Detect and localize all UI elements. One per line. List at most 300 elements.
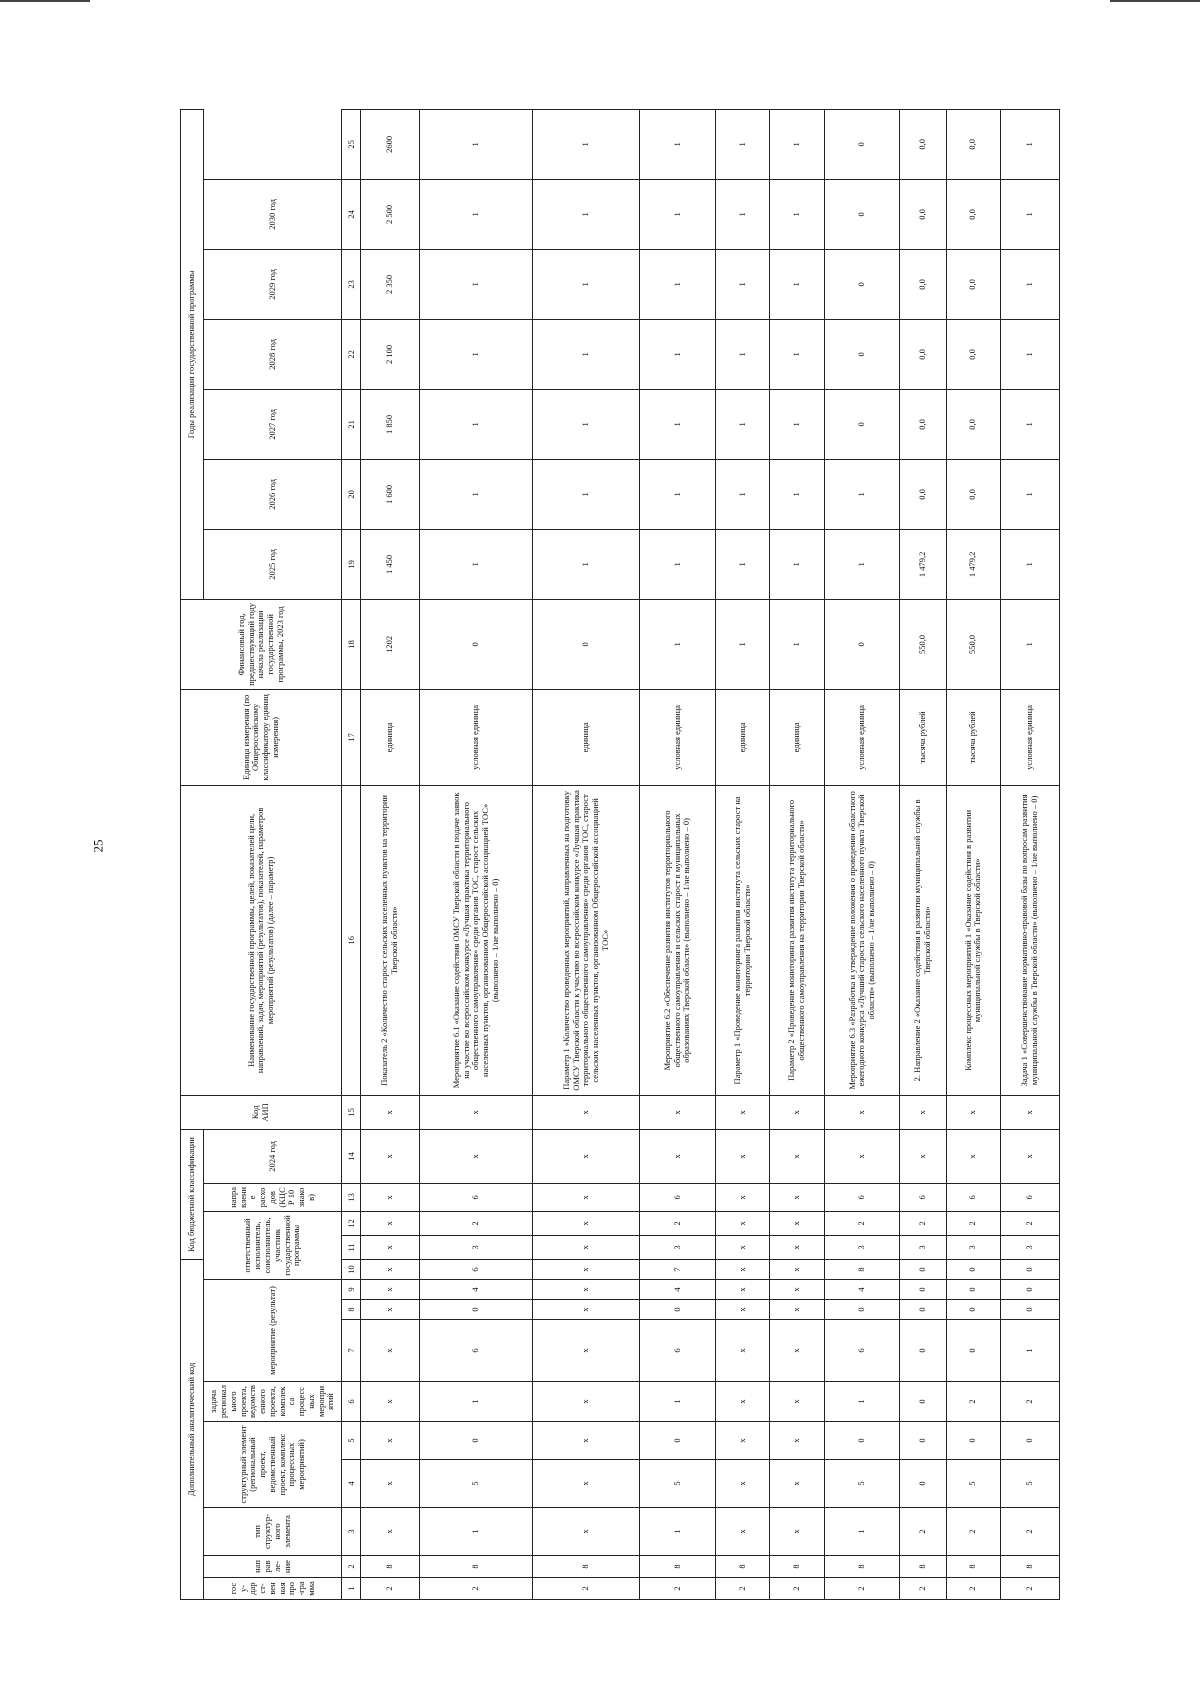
row-year-value: 0,0 [900, 319, 946, 389]
code-cell: 2 [946, 1578, 1001, 1600]
code-cell: x [824, 1129, 900, 1183]
row-unit: тысяча рублей [946, 689, 1001, 785]
code-cell: x [361, 1235, 420, 1259]
code-cell: 3 [1001, 1235, 1060, 1259]
column-number: 5 [342, 1422, 361, 1460]
code-cell: 8 [533, 1556, 640, 1578]
column-number: 25 [342, 109, 361, 179]
row-description: Мероприятие 6.2 «Обеспечение развития институтов территориального общественного самоуправления и сельских старост в муниципальных образованиях Тверской области» (выполнено – 1/не выполнено – 0) [640, 785, 716, 1095]
row-description: Мероприятие 6.1 «Оказание содействия ОМСУ Тверской области в подаче заявок на участие во всероссийском конкурсе «Лучшая практика территориального общественного самоуправления» среди органов ТОС, старост сельских населенных пунктов, организованном Общероссийской ассоциацией ТОС» (выполнено – 1/не выполнено – 0) [420, 785, 533, 1095]
code-cell: x [533, 1259, 640, 1279]
row-year-value: 0,0 [946, 459, 1001, 529]
header-years-group: Годы реализации государственной программы [181, 109, 204, 599]
code-cell: 0 [1001, 1422, 1060, 1460]
row-year-value: 1 [1001, 249, 1060, 319]
code-cell: 0 [824, 1300, 900, 1320]
code-cell: x [361, 1508, 420, 1556]
row-fin-year-value: 1 [715, 599, 770, 689]
code-cell: x [715, 1422, 770, 1460]
code-cell: 0 [824, 1422, 900, 1460]
code-cell: 3 [946, 1235, 1001, 1259]
row-year-value: 1 600 [361, 459, 420, 529]
row-year-value: 1 [824, 529, 900, 599]
code-cell: 0 [1001, 1259, 1060, 1279]
table-row [640, 109, 716, 1599]
row-year-value: 1 [770, 319, 825, 389]
code-cell: 4 [420, 1280, 533, 1300]
row-year-value: 0,0 [946, 389, 1001, 459]
code-cell: 0 [946, 1320, 1001, 1382]
code-cell: 0 [900, 1280, 946, 1300]
code-cell: x [533, 1183, 640, 1211]
code-cell: 3 [420, 1235, 533, 1259]
code-cell: x [770, 1235, 825, 1259]
code-cell: 0 [900, 1300, 946, 1320]
row-year-value: 1 [533, 529, 640, 599]
row-fin-year-value: 1 [640, 599, 716, 689]
code-cell: 8 [770, 1556, 825, 1578]
row-description: Параметр 2 «Проведение мониторинга развития института территориального общественного самоуправления на территории Тверской области» [770, 785, 825, 1095]
code-cell: x [533, 1235, 640, 1259]
code-cell: x [361, 1259, 420, 1279]
row-description: Параметр 1 «Количество проведенных мероприятий, направленных на подготовку ОМСУ Тверской области к участию во всероссийском конкурсе «Лучшая практика территориального общественного самоуправления» среди органов ТОС, старост сельских населенных пунктов, организованном Общероссийской ассоциацией ТОС» [533, 785, 640, 1095]
code-cell: x [946, 1129, 1001, 1183]
row-year-value: 1 [715, 179, 770, 249]
header-year-2027: 2027 год [204, 389, 342, 459]
row-year-value: 1 [715, 249, 770, 319]
row-year-value: 1 [715, 319, 770, 389]
code-cell: 0 [900, 1382, 946, 1422]
column-number: 3 [342, 1508, 361, 1556]
column-number: 17 [342, 689, 361, 785]
scan-mark-top-left [0, 0, 90, 2]
header-year-2029: 2029 год [204, 249, 342, 319]
row-year-value: 1 [770, 179, 825, 249]
code-cell: x [770, 1095, 825, 1129]
header-aip-code: Код АИП [181, 1095, 342, 1129]
code-cell: 3 [900, 1235, 946, 1259]
code-cell: x [824, 1095, 900, 1129]
code-cell: 8 [361, 1556, 420, 1578]
code-cell: 0 [946, 1280, 1001, 1300]
code-cell: 0 [640, 1422, 716, 1460]
row-year-value: 1 [533, 109, 640, 179]
row-year-value: 0 [824, 249, 900, 319]
row-year-value: 1 [640, 109, 716, 179]
row-year-value: 1 479,2 [900, 529, 946, 599]
code-cell: 3 [824, 1235, 900, 1259]
row-year-value: 1 [770, 249, 825, 319]
column-number: 13 [342, 1183, 361, 1211]
row-year-value: 0 [824, 319, 900, 389]
code-cell: 8 [715, 1556, 770, 1578]
table-row [900, 109, 946, 1599]
row-year-value: 0 [824, 389, 900, 459]
row-year-value: 1 [533, 249, 640, 319]
code-cell: x [715, 1235, 770, 1259]
row-year-value: 1 [1001, 179, 1060, 249]
code-cell: x [533, 1460, 640, 1508]
column-number: 1 [342, 1578, 361, 1600]
row-year-value: 1 [420, 529, 533, 599]
row-year-value: 1 [715, 389, 770, 459]
code-cell: 3 [640, 1235, 716, 1259]
row-fin-year-value: 550,0 [946, 599, 1001, 689]
code-cell: x [770, 1129, 825, 1183]
row-year-value: 1 [533, 319, 640, 389]
code-cell: 5 [946, 1460, 1001, 1508]
row-unit: единица [361, 689, 420, 785]
code-cell: 1 [1001, 1320, 1060, 1382]
code-cell: 0 [420, 1422, 533, 1460]
code-cell: 0 [900, 1460, 946, 1508]
row-year-value: 1 [420, 459, 533, 529]
code-cell: 6 [420, 1259, 533, 1279]
row-unit: условная единица [824, 689, 900, 785]
code-cell: 6 [420, 1320, 533, 1382]
row-year-value: 1 [420, 319, 533, 389]
code-cell: 8 [420, 1556, 533, 1578]
header-year-2026: 2026 год [204, 459, 342, 529]
code-cell: x [715, 1460, 770, 1508]
row-year-value: 0,0 [946, 179, 1001, 249]
code-cell: x [770, 1508, 825, 1556]
column-number: 15 [342, 1095, 361, 1129]
row-unit: единица [715, 689, 770, 785]
table-row [770, 109, 825, 1599]
code-cell: 2 [420, 1578, 533, 1600]
code-cell: x [361, 1129, 420, 1183]
code-cell: 2 [640, 1211, 716, 1235]
header-budget-code: Код бюджетной классификации [181, 1129, 204, 1259]
code-cell: 2 [361, 1578, 420, 1600]
row-year-value: 2 100 [361, 319, 420, 389]
code-cell: 2 [770, 1578, 825, 1600]
column-number: 23 [342, 249, 361, 319]
code-cell: 2 [420, 1211, 533, 1235]
row-unit: условная единица [1001, 689, 1060, 785]
code-cell: x [770, 1460, 825, 1508]
code-cell: 0 [640, 1300, 716, 1320]
code-cell: x [770, 1422, 825, 1460]
code-cell: 2 [946, 1508, 1001, 1556]
row-year-value: 1 [640, 179, 716, 249]
code-cell: x [715, 1280, 770, 1300]
code-cell: 6 [946, 1183, 1001, 1211]
code-cell: 1 [824, 1508, 900, 1556]
code-cell: 2 [946, 1382, 1001, 1422]
code-cell: x [361, 1095, 420, 1129]
column-number: 11 [342, 1235, 361, 1259]
code-cell: x [770, 1300, 825, 1320]
code-cell: 2 [533, 1578, 640, 1600]
row-year-value: 1 479,2 [946, 529, 1001, 599]
code-cell: 2 [1001, 1508, 1060, 1556]
row-year-value: 1 [770, 389, 825, 459]
code-cell: x [640, 1129, 716, 1183]
row-description: Показатель 2 «Количество старост сельских населенных пунктов на территории Тверской области» [361, 785, 420, 1095]
code-cell: 6 [640, 1320, 716, 1382]
row-description: Мероприятие 6.3 «Разработка и утверждение положения о проведении областного ежегодного конкурса «Лучший староста сельского населенного пункта Тверской области» (выполнено – 1/не выполнено – 0) [824, 785, 900, 1095]
row-year-value: 2 350 [361, 249, 420, 319]
row-year-value: 1 [420, 389, 533, 459]
row-year-value: 0,0 [900, 389, 946, 459]
column-number: 10 [342, 1259, 361, 1279]
code-cell: x [715, 1211, 770, 1235]
code-cell: 2 [824, 1578, 900, 1600]
code-cell: 2 [715, 1578, 770, 1600]
row-year-value: 1 [420, 179, 533, 249]
row-year-value: 1 [640, 319, 716, 389]
code-cell: x [715, 1129, 770, 1183]
row-year-value: 1 [1001, 319, 1060, 389]
header-year-2025: 2025 год [204, 529, 342, 599]
row-year-value: 1 [1001, 529, 1060, 599]
code-cell: x [715, 1320, 770, 1382]
code-cell: x [770, 1259, 825, 1279]
column-number: 18 [342, 599, 361, 689]
row-year-value: 1 [640, 249, 716, 319]
row-fin-year-value: 1 [1001, 599, 1060, 689]
code-cell: x [361, 1320, 420, 1382]
row-description: 2. Направление 2 «Оказание содействия в развитии муниципальной службы в Тверской области» [900, 785, 946, 1095]
row-year-value: 0 [824, 109, 900, 179]
code-cell: x [361, 1183, 420, 1211]
row-year-value: 2600 [361, 109, 420, 179]
row-year-value: 1 [1001, 459, 1060, 529]
code-cell: 2 [824, 1211, 900, 1235]
column-number: 24 [342, 179, 361, 249]
row-year-value: 1 [1001, 389, 1060, 459]
row-year-value: 1 [715, 109, 770, 179]
table-row [824, 109, 900, 1599]
row-unit: условная единица [640, 689, 716, 785]
code-cell: x [900, 1095, 946, 1129]
table-row [361, 109, 420, 1599]
code-cell: 4 [824, 1280, 900, 1300]
row-fin-year-value: 0 [420, 599, 533, 689]
code-cell: x [533, 1211, 640, 1235]
row-unit: тысяча рублей [900, 689, 946, 785]
code-cell: x [770, 1211, 825, 1235]
row-year-value: 0,0 [900, 109, 946, 179]
row-year-value: 1 [533, 389, 640, 459]
row-year-value: 1 450 [361, 529, 420, 599]
code-cell: x [420, 1095, 533, 1129]
column-number: 22 [342, 319, 361, 389]
code-cell: 0 [946, 1300, 1001, 1320]
code-cell: 6 [420, 1183, 533, 1211]
row-unit: единица [770, 689, 825, 785]
code-cell: 5 [640, 1460, 716, 1508]
row-description: Задача 1 «Совершенствование нормативно-правовой базы по вопросам развития муниципальной службы в Тверской области» (выполнено – 1/не выполнено – 0) [1001, 785, 1060, 1095]
header-measure: мероприятие (результат) [204, 1280, 342, 1382]
code-cell: x [715, 1259, 770, 1279]
code-cell: 8 [1001, 1556, 1060, 1578]
code-cell: 2 [1001, 1382, 1060, 1422]
code-cell: x [1001, 1129, 1060, 1183]
code-cell: 8 [946, 1556, 1001, 1578]
code-cell: 0 [1001, 1300, 1060, 1320]
code-cell: x [770, 1280, 825, 1300]
column-number: 4 [342, 1460, 361, 1508]
code-cell: 1 [824, 1382, 900, 1422]
code-cell: 0 [946, 1422, 1001, 1460]
code-cell: 1 [640, 1508, 716, 1556]
row-fin-year-value: 1 [770, 599, 825, 689]
code-cell: 7 [640, 1259, 716, 1279]
code-cell: 6 [824, 1183, 900, 1211]
code-cell: 1 [640, 1382, 716, 1422]
row-year-value: 0,0 [900, 179, 946, 249]
header-name: Наименование государственной программы, целей, показателей цели, направлений, задач, мероприятий (результатов), показателей, параметров мероприятий (результатов) (далее – параметр) [181, 785, 342, 1095]
table-row [533, 109, 640, 1599]
code-cell: 2 [1001, 1578, 1060, 1600]
row-fin-year-value: 0 [824, 599, 900, 689]
code-cell: 0 [900, 1320, 946, 1382]
code-cell: x [770, 1320, 825, 1382]
code-cell: 6 [824, 1320, 900, 1382]
scan-mark-top-right [1110, 0, 1200, 2]
code-cell: 5 [824, 1460, 900, 1508]
code-cell: x [715, 1183, 770, 1211]
table-row [946, 109, 1001, 1599]
code-cell: 5 [1001, 1460, 1060, 1508]
code-cell: 4 [640, 1280, 716, 1300]
code-cell: 0 [900, 1422, 946, 1460]
row-unit: условная единица [420, 689, 533, 785]
row-fin-year-value: 550,0 [900, 599, 946, 689]
row-year-value: 1 [640, 459, 716, 529]
table-row [420, 109, 533, 1599]
row-year-value: 1 [770, 459, 825, 529]
code-cell: 8 [824, 1259, 900, 1279]
code-cell: x [533, 1382, 640, 1422]
code-cell: x [900, 1129, 946, 1183]
code-cell: 1 [420, 1508, 533, 1556]
column-number: 16 [342, 785, 361, 1095]
row-description: Параметр 1 «Проведение мониторинга развития института сельских старост на территории Тверской области» [715, 785, 770, 1095]
code-cell: 0 [420, 1300, 533, 1320]
code-cell: x [533, 1320, 640, 1382]
row-year-value: 0,0 [900, 249, 946, 319]
row-year-value: 0,0 [946, 319, 1001, 389]
code-cell: x [770, 1382, 825, 1422]
row-year-value: 1 [715, 459, 770, 529]
code-cell: x [533, 1422, 640, 1460]
code-cell: x [533, 1129, 640, 1183]
code-cell: 0 [1001, 1280, 1060, 1300]
column-number: 12 [342, 1211, 361, 1235]
rotated-page-container [180, 110, 1060, 1600]
header-struct-type: тип структур-ного элемента [204, 1508, 342, 1556]
header-struct-element: структурный элемент (региональный проект, ведомственный проект, комплекс процессных мероприятий) [204, 1422, 342, 1508]
code-cell: x [640, 1095, 716, 1129]
code-cell: x [533, 1508, 640, 1556]
row-year-value: 1 [770, 109, 825, 179]
code-cell: 2 [640, 1578, 716, 1600]
row-year-value: 1 [715, 529, 770, 599]
header-responsible: ответственный исполнитель, соисполнитель, участник государственной программы [204, 1211, 342, 1279]
code-cell: x [946, 1095, 1001, 1129]
row-year-value: 1 [824, 459, 900, 529]
header-year-2028: 2028 год [204, 319, 342, 389]
code-cell: x [361, 1300, 420, 1320]
code-cell: x [1001, 1095, 1060, 1129]
code-cell: x [715, 1508, 770, 1556]
code-cell: x [715, 1382, 770, 1422]
code-cell: x [533, 1300, 640, 1320]
code-cell: x [533, 1280, 640, 1300]
row-year-value: 1 [640, 389, 716, 459]
row-year-value: 1 [533, 459, 640, 529]
code-cell: x [420, 1129, 533, 1183]
row-year-value: 0,0 [946, 109, 1001, 179]
column-number: 8 [342, 1300, 361, 1320]
code-cell: 6 [640, 1183, 716, 1211]
header-direction: направле-ние [204, 1556, 342, 1578]
code-cell: 5 [420, 1460, 533, 1508]
row-year-value: 1 850 [361, 389, 420, 459]
code-cell: x [715, 1095, 770, 1129]
row-fin-year-value: 0 [533, 599, 640, 689]
table-row [715, 109, 770, 1599]
row-year-value: 0,0 [946, 249, 1001, 319]
row-year-value: 2 500 [361, 179, 420, 249]
column-number: 6 [342, 1382, 361, 1422]
header-unit: Единица измерения (по Общероссийскому классификатору единиц измерения) [181, 689, 342, 785]
column-number: 14 [342, 1129, 361, 1183]
code-cell: x [361, 1280, 420, 1300]
code-cell: 8 [824, 1556, 900, 1578]
row-year-value: 1 [640, 529, 716, 599]
header-task: задача регионального проекта, ведомственного проекта, комплекса процессных мероприятий [204, 1382, 342, 1422]
column-number: 20 [342, 459, 361, 529]
header-expense-direction: направление расходов (КЦСР 10 знаков) [204, 1183, 342, 1211]
code-cell: 2 [946, 1211, 1001, 1235]
code-cell: 6 [900, 1183, 946, 1211]
code-cell: x [533, 1095, 640, 1129]
row-description: Комплекс процессных мероприятий 1 «Оказание содействия в развитии муниципальной службы в Тверской области» [946, 785, 1001, 1095]
code-cell: x [361, 1382, 420, 1422]
code-cell: 6 [1001, 1183, 1060, 1211]
header-gov-program: госу-дарст-венная про-грамма [204, 1578, 342, 1600]
row-fin-year-value: 1202 [361, 599, 420, 689]
code-cell: 2 [900, 1211, 946, 1235]
row-unit: единица [533, 689, 640, 785]
code-cell: x [715, 1300, 770, 1320]
code-cell: x [361, 1460, 420, 1508]
column-number: 7 [342, 1320, 361, 1382]
code-cell: 2 [900, 1508, 946, 1556]
table-row [1001, 109, 1060, 1599]
header-year-2030: 2030 год [204, 179, 342, 249]
row-year-value: 1 [1001, 109, 1060, 179]
column-number: 21 [342, 389, 361, 459]
code-cell: 2 [900, 1578, 946, 1600]
code-cell: 2 [1001, 1211, 1060, 1235]
code-cell: 0 [946, 1259, 1001, 1279]
code-cell: x [361, 1211, 420, 1235]
row-year-value: 1 [770, 529, 825, 599]
code-cell: x [361, 1422, 420, 1460]
row-year-value: 1 [533, 179, 640, 249]
header-fin-year: Финансовый год, предшествующий году начала реализации государственной программы, 2023 год [181, 599, 342, 689]
code-cell: 8 [900, 1556, 946, 1578]
row-year-value: 1 [420, 249, 533, 319]
code-cell: 0 [900, 1259, 946, 1279]
row-year-value: 0 [824, 179, 900, 249]
